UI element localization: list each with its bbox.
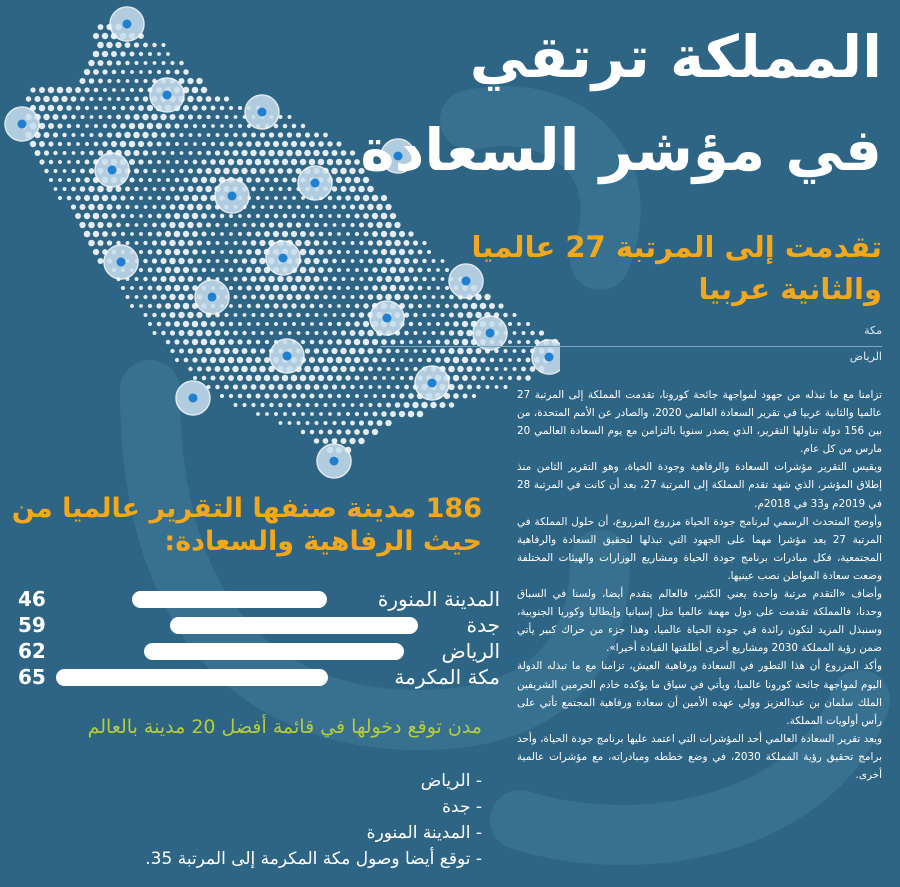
ranking-row bbox=[0, 612, 500, 638]
ranking-row bbox=[0, 664, 500, 690]
ranking-heading: 186 مدينة صنفها التقرير عالميا من حيث الرفاهية والسعادة: bbox=[11, 493, 482, 557]
title-line-1: المملكة ترتقي bbox=[469, 23, 882, 91]
map-node-icon bbox=[298, 166, 332, 200]
ranking-row bbox=[0, 586, 500, 612]
ranking-label: الرياض bbox=[441, 639, 500, 663]
subtitle-line-1: تقدمت إلى المرتبة 27 عالميا bbox=[471, 230, 882, 264]
top20-heading: مدن توقع دخولها في قائمة أفضل 20 مدينة بالعالم bbox=[87, 716, 482, 738]
map-node-icon bbox=[473, 316, 507, 350]
map-node-icon bbox=[5, 107, 39, 141]
dateline: مكة bbox=[864, 324, 882, 337]
ranking-label: مكة المكرمة bbox=[394, 665, 500, 689]
article-paragraph: وأوضح المتحدث الرسمي لبرنامج جودة الحياة مزروع المزروع، أن حلول المملكة في المرتبة 27 يعد مؤشرا مهما على الجهود التي تبذلها لتحقيق السعادة والرفاهية المجتمعية، فكل مبادرات برنامج جودة الحياة ومشاريع الوزارات والهيئات المختلفة وضعت سعادة المواطن نصب عينيها. bbox=[517, 515, 882, 582]
article-paragraph: تزامنا مع ما تبذله من جهود لمواجهة جائحة كورونا، تقدمت المملكة إلى المرتبة 27 عالميا والثانية عربيا في تقرير السعادة العالمي 2020، والصادر عن الأمم المتحدة، من بين 156 دولة تناولها التقرير، الذي يصدر سنويا بالتزامن مع يوم السعادة العالمي 20 مارس من كل عام. bbox=[517, 389, 883, 456]
map-node-icon bbox=[415, 366, 449, 400]
map-node-icon bbox=[370, 301, 404, 335]
map-node-icon bbox=[110, 7, 144, 41]
city-label: الرياض bbox=[849, 350, 882, 363]
ranking-value: 62 bbox=[18, 639, 46, 663]
ranking-value: 59 bbox=[18, 613, 46, 637]
article-paragraph: ويعد تقرير السعادة العالمي أحد المؤشرات التي اعتمد عليها برنامج جودة الحياة، وأحد برامج تحقيق رؤية المملكة 2030، في وضع خططه ومبادراته، مع مؤشرات عالمية أخرى. bbox=[517, 732, 882, 781]
ranking-bar bbox=[132, 591, 327, 608]
title-line-2: في مؤشر السعادة bbox=[360, 116, 882, 184]
ranking-value: 46 bbox=[18, 587, 46, 611]
article-body bbox=[517, 386, 882, 784]
map-node-icon bbox=[104, 245, 138, 279]
article-paragraph: ويقيس التقرير مؤشرات السعادة والرفاهية وجودة الحياة، وهو التقرير الثامن منذ إطلاق المؤشر، الذي شهد تقدم المملكة إلى المرتبة 27، بعد أن كانت في المرتبة 28 في 2019م و33 في 2018م. bbox=[517, 461, 882, 510]
map-node-icon bbox=[449, 264, 483, 298]
list-item: - جدة bbox=[442, 797, 482, 817]
map-node-icon bbox=[266, 241, 300, 275]
ranking-bar bbox=[144, 643, 404, 660]
ranking-bar bbox=[170, 617, 418, 634]
map-node-icon bbox=[215, 179, 249, 213]
map-node-icon bbox=[195, 280, 229, 314]
list-item: - المدينة المنورة bbox=[366, 823, 482, 843]
ranking-bars bbox=[0, 586, 500, 696]
top20-list bbox=[2, 768, 482, 872]
ranking-row bbox=[0, 638, 500, 664]
ranking-label: جدة bbox=[466, 613, 500, 637]
map-node-icon bbox=[270, 339, 304, 373]
article-paragraph: وأكد المزروع أن هذا التطور في السعادة ورفاهية العيش، تزامنا مع ما تبذله الدولة اليوم لمواجهة جائحة كورونا عالميا، ويأتي في سياق ما يؤكده خادم الحرمين الشريفين الملك سلمان بن عبدالعزيز وولي عهده الأمين أن سعادة ورفاهية المجتمع تأتي على رأس أولويات المملكة. bbox=[517, 660, 882, 727]
map-node-icon bbox=[150, 78, 184, 112]
map-node-icon bbox=[95, 153, 129, 187]
map-node-icon bbox=[176, 381, 210, 415]
ranking-bar bbox=[56, 669, 328, 686]
list-item: - الرياض bbox=[420, 771, 482, 791]
subtitle-line-2: والثانية عربيا bbox=[698, 272, 882, 306]
divider bbox=[380, 346, 882, 347]
ranking-value: 65 bbox=[18, 665, 46, 689]
article-paragraph: وأضاف «التقدم مرتبة واحدة يعني الكثير، فالعالم يتقدم أيضا، ولسنا في السباق وحدنا، فالمملكة تقدمت على دول مهمة عالميا مثل إسبانيا وإيطاليا وكوريا الجنوبية، وسنبذل المزيد لتكون رائدة في جودة الحياة عالميا، وهذا جزء من حراك كبير يأتي ضمن رؤية المملكة 2030 ومشاريع أخرى أطلقتها القيادة أخيرا». bbox=[517, 588, 882, 655]
ranking-label: المدينة المنورة bbox=[377, 587, 500, 611]
map-node-icon bbox=[245, 95, 279, 129]
map-node-icon bbox=[317, 444, 351, 478]
list-item: - توقع أيضا وصول مكة المكرمة إلى المرتبة 35. bbox=[145, 849, 482, 869]
